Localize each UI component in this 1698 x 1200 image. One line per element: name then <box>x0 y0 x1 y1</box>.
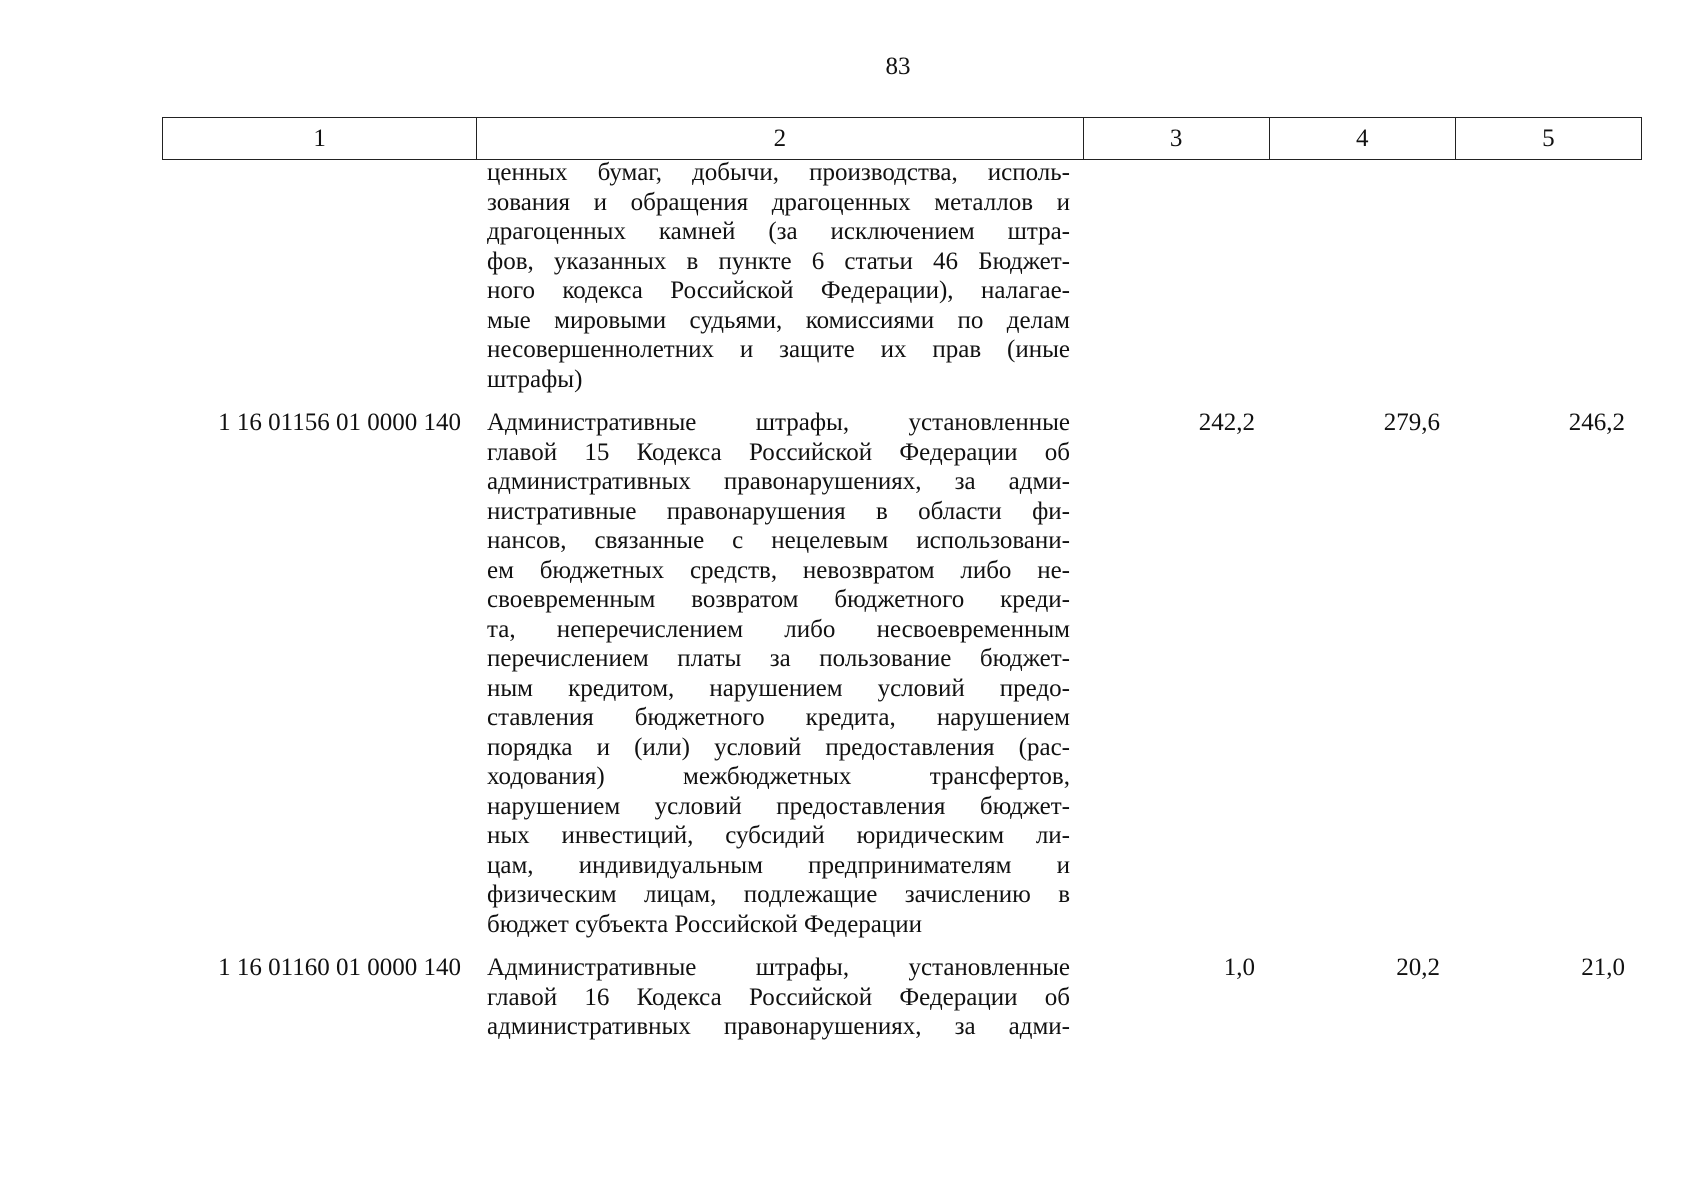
revenue-code: 1 16 01156 01 0000 140 <box>218 409 461 436</box>
description-line: главой 15 Кодекса Российской Федерации об <box>487 438 1070 466</box>
description-line: административных правонарушениях, за адми- <box>487 1013 1070 1040</box>
value-column-4: 279,6 <box>1383 409 1440 436</box>
description-line: цам, индивидуальным предпринимателям и <box>487 851 1070 879</box>
value-column-5: 21,0 <box>1581 954 1625 981</box>
description-line: физическим лицам, подлежащие зачислению в <box>487 881 1070 908</box>
description-line: ем бюджетных средств, невозвратом либо не- <box>487 556 1070 584</box>
revenue-description <box>475 158 1080 394</box>
value-column-3: 1,0 <box>1223 954 1255 981</box>
description-line: ставления бюджетного кредита, нарушением <box>487 704 1070 731</box>
revenue-description <box>475 408 1080 939</box>
description-line: главой 16 Кодекса Российской Федерации об <box>487 983 1070 1011</box>
description-line: штрафы) <box>487 365 583 393</box>
description-line: ных инвестиций, субсидий юридическим ли- <box>487 822 1070 849</box>
description-line: зования и обращения драгоценных металлов и <box>487 188 1070 216</box>
revenue-code: 1 16 01160 01 0000 140 <box>218 954 461 981</box>
table-row <box>162 953 1642 1042</box>
description-line: несовершеннолетних и защите их прав (иные <box>487 336 1070 363</box>
description-line: ходования) межбюджетных трансфертов, <box>487 763 1070 790</box>
column-number-5: 5 <box>1455 118 1641 160</box>
description-line: та, неперечислением либо несвоевременным <box>487 615 1070 643</box>
revenue-description <box>475 953 1080 1042</box>
description-line: административных правонарушениях, за адми- <box>487 468 1070 495</box>
description-line: ным кредитом, нарушением условий предо- <box>487 674 1070 702</box>
description-line: мые мировыми судьями, комиссиями по делам <box>487 306 1070 334</box>
description-line: своевременным возвратом бюджетного креди- <box>487 586 1070 613</box>
description-line: перечислением платы за пользование бюджет- <box>487 645 1070 672</box>
column-number-4: 4 <box>1269 118 1455 160</box>
table-row <box>162 158 1642 394</box>
page-number: 83 <box>885 53 911 80</box>
description-line: нансов, связанные с нецелевым использовани- <box>487 527 1070 554</box>
column-number-row <box>163 118 1642 160</box>
description-line: фов, указанных в пункте 6 статьи 46 Бюджет- <box>487 247 1070 275</box>
description-line: Административные штрафы, установленные <box>487 954 1070 981</box>
description-line: нистративные правонарушения в области фи- <box>487 497 1070 525</box>
description-line: порядка и (или) условий предоставления (рас- <box>487 733 1070 761</box>
table-body <box>162 158 1642 1056</box>
value-column-4: 20,2 <box>1396 954 1440 981</box>
description-line: нарушением условий предоставления бюджет- <box>487 792 1070 820</box>
table-row <box>162 408 1642 939</box>
description-line: Административные штрафы, установленные <box>487 409 1070 436</box>
description-line: бюджет субъекта Российской Федерации <box>487 910 923 938</box>
column-number-3: 3 <box>1083 118 1269 160</box>
column-header-table <box>162 117 1642 160</box>
value-column-5: 246,2 <box>1568 409 1625 436</box>
description-line: ного кодекса Российской Федерации), налагае- <box>487 277 1070 304</box>
column-number-2: 2 <box>477 118 1083 160</box>
column-number-1: 1 <box>163 118 477 160</box>
value-column-3: 242,2 <box>1198 409 1255 436</box>
description-line: ценных бумаг, добычи, производства, исполь- <box>487 159 1070 186</box>
description-line: драгоценных камней (за исключением штра- <box>487 218 1070 245</box>
